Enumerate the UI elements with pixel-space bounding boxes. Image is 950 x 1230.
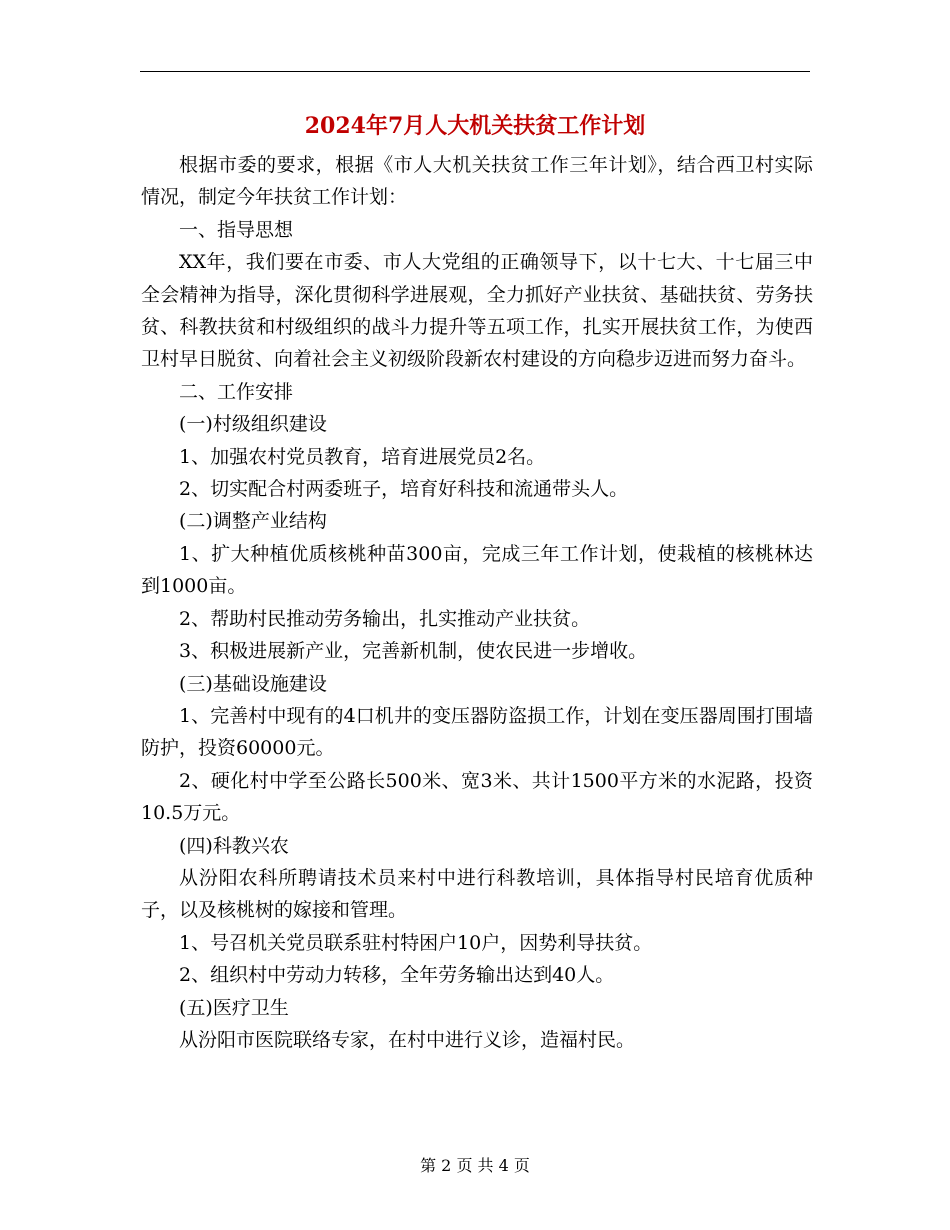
list-item: 1、完善村中现有的4口机井的变压器防盗损工作，计划在变压器周围打围墙防护，投资60000元。 [141, 704, 813, 760]
list-item: 2、硬化村中学至公路长500米、宽3米、共计1500平方米的水泥路，投资10.5万元。 [141, 769, 813, 825]
subsection-heading: (三)基础设施建设 [179, 672, 327, 695]
list-item: 1、号召机关党员联系驻村特困户10户，因势利导扶贫。 [179, 931, 653, 954]
document-body [141, 149, 813, 1056]
list-item: 3、积极进展新产业，完善新机制，使农民进一步增收。 [179, 640, 648, 663]
subsection-heading: (四)科教兴农 [179, 834, 289, 857]
paragraph: XX年，我们要在市委、市人大党组的正确领导下，以十七大、十七届三中全会精神为指导，深化贯彻科学进展观，全力抓好产业扶贫、基础扶贫、劳务扶贫、科教扶贫和村级组织的战斗力提升等五项工作，扎实开展扶贫工作，为使西卫村早日脱贫、向着社会主义初级阶段新农村建设的方向稳步迈进而努力奋斗。 [141, 251, 813, 371]
list-item: 1、加强农村党员教育，培育进展党员2名。 [179, 445, 546, 468]
list-item: 2、帮助村民推动劳务输出，扎实推动产业扶贫。 [179, 607, 591, 630]
list-item: 2、组织村中劳动力转移，全年劳务输出达到40人。 [179, 964, 615, 987]
subsection-heading: (一)村级组织建设 [179, 413, 327, 436]
section-heading: 二、工作安排 [179, 380, 294, 403]
paragraph: 从汾阳农科所聘请技术员来村中进行科教培训，具体指导村民培育优质种子，以及核桃树的嫁接和管理。 [141, 866, 813, 922]
section-heading: 一、指导思想 [179, 218, 294, 241]
paragraph: 根据市委的要求，根据《市人大机关扶贫工作三年计划》，结合西卫村实际情况，制定今年扶贫工作计划： [141, 154, 813, 209]
paragraph: 从汾阳市医院联络专家，在村中进行义诊，造福村民。 [179, 1028, 636, 1051]
list-item: 2、切实配合村两委班子，培育好科技和流通带头人。 [179, 478, 629, 501]
subsection-heading: (二)调整产业结构 [179, 510, 327, 533]
document-title: 2024年7月人大机关扶贫工作计划 [304, 113, 646, 139]
subsection-heading: (五)医疗卫生 [179, 996, 289, 1019]
header-rule [140, 71, 810, 72]
list-item: 1、扩大种植优质核桃种苗300亩，完成三年工作计划，使栽植的核桃林达到1000亩。 [141, 542, 813, 598]
page-number: 第 2 页 共 4 页 [420, 1156, 530, 1175]
